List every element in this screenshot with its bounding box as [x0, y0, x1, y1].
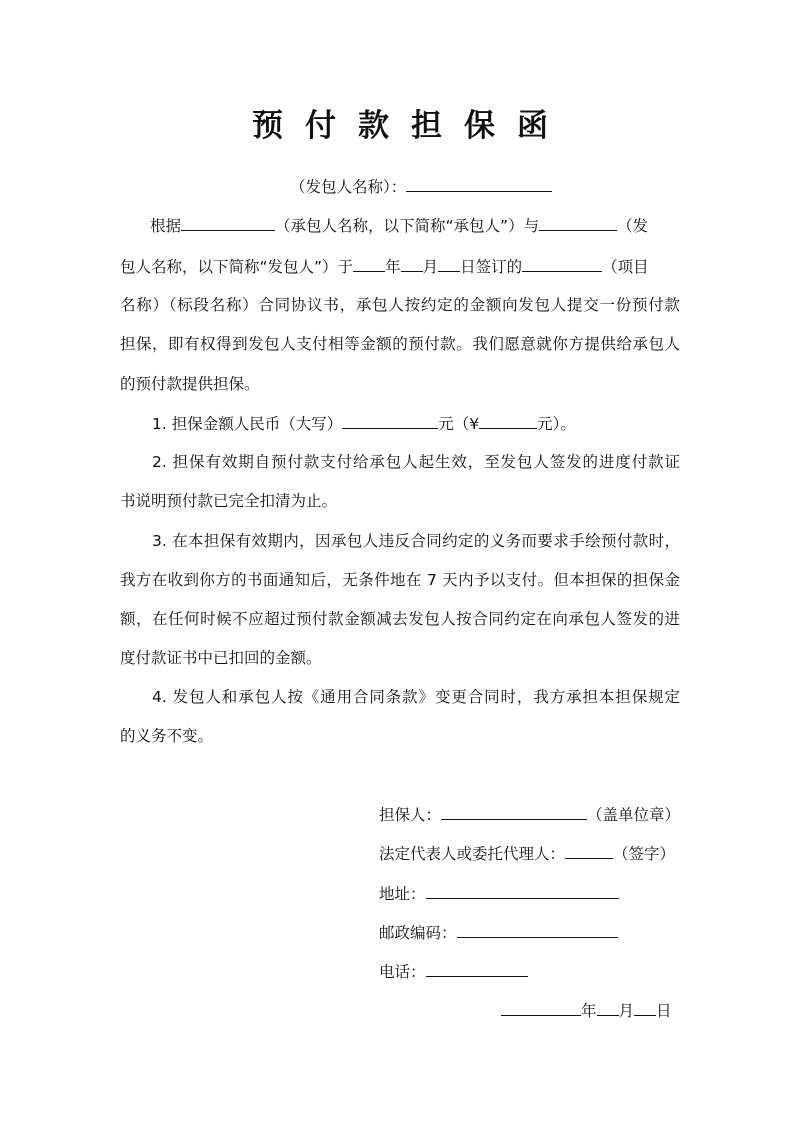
address-blank[interactable]: [426, 882, 619, 899]
project-name-blank[interactable]: [522, 255, 602, 272]
postcode-line: [379, 921, 618, 943]
intro-text: （发: [617, 217, 649, 235]
clause-number: 3.: [152, 532, 167, 550]
clause-4-line-1: [152, 687, 680, 707]
date-line: [501, 999, 672, 1021]
representative-blank[interactable]: [565, 842, 613, 859]
intro-text: 月: [422, 258, 439, 276]
clause-text: 元（¥: [438, 415, 480, 433]
clause-1: [152, 412, 680, 434]
sign-month-blank[interactable]: [401, 255, 423, 272]
clause-2-line-1: [152, 452, 680, 472]
clause-3-line-1: [152, 531, 680, 551]
contractor-name-blank[interactable]: [181, 214, 275, 231]
postcode-blank[interactable]: [457, 921, 618, 938]
sign-day-blank[interactable]: [438, 255, 460, 272]
intro-text: 年: [385, 258, 401, 276]
representative-line: [379, 842, 675, 864]
intro-line-3: 名称）（标段名称）合同协议书，承包人按约定的金额向发包人提交一份预付款: [120, 296, 680, 314]
document-title: 预付款担保函: [252, 108, 570, 144]
year-label: 年: [581, 1002, 597, 1020]
clause-3-line-2: 我方在收到你方的书面通知后，无条件地在 7 天内予以支付。但本担保的担保金: [120, 571, 680, 589]
guarantor-line: [379, 803, 680, 825]
clause-text: 元）。: [537, 415, 576, 433]
clause-text: 担保金额人民币（大写）: [171, 415, 343, 433]
intro-line-1: [150, 214, 680, 236]
intro-line-5: 的预付款提供担保。: [120, 375, 260, 393]
address-line: [379, 882, 619, 904]
clause-text: 担保有效期自预付款支付给承包人起生效，至发包人签发的进度付款证: [172, 453, 680, 471]
address-label: 地址：: [379, 885, 426, 903]
phone-label: 电话：: [379, 963, 426, 981]
clause-text: 在本担保有效期内，因承包人违反合同约定的义务而要求手绘预付款时，: [172, 532, 680, 550]
date-year-blank[interactable]: [501, 999, 581, 1016]
guarantor-blank[interactable]: [441, 803, 587, 820]
intro-text: 包人名称，以下简称“发包人”）于: [120, 258, 354, 276]
intro-text: 日签订的: [460, 258, 523, 276]
employer-label: （发包人名称）：: [290, 178, 407, 196]
clause-2-line-2: 书说明预付款已完全扣清为止。: [120, 492, 338, 510]
employer-name-line: [290, 175, 552, 197]
intro-line-4: 担保，即有权得到发包人支付相等金额的预付款。我们愿意就你方提供给承包人: [120, 335, 680, 353]
day-label: 日: [656, 1002, 672, 1020]
seal-note: （盖单位章）: [587, 806, 681, 824]
date-month-blank[interactable]: [597, 999, 619, 1016]
clause-4-line-2: 的义务不变。: [120, 727, 214, 745]
clause-number: 1.: [152, 415, 167, 433]
phone-blank[interactable]: [426, 960, 528, 977]
intro-text: 根据: [150, 217, 182, 235]
amount-words-blank[interactable]: [342, 412, 438, 429]
guarantor-label: 担保人：: [379, 806, 442, 824]
phone-line: [379, 960, 528, 982]
clause-number: 2.: [152, 453, 167, 471]
intro-text: （项目: [602, 258, 649, 276]
employer-name-blank[interactable]: [406, 175, 552, 192]
representative-label: 法定代表人或委托代理人：: [379, 845, 566, 863]
clause-3-line-4: 度付款证书中已扣回的金额。: [120, 649, 322, 667]
clause-3-line-3: 额，在任何时候不应超过预付款金额减去发包人按合同约定在向承包人签发的进: [120, 610, 680, 628]
signature-note: （签字）: [613, 845, 676, 863]
clause-text: 发包人和承包人按《通用合同条款》变更合同时，我方承担本担保规定: [172, 688, 680, 706]
employer-name-blank-2[interactable]: [539, 214, 617, 231]
date-day-blank[interactable]: [634, 999, 656, 1016]
month-label: 月: [618, 1002, 635, 1020]
postcode-label: 邮政编码：: [379, 924, 457, 942]
sign-year-blank[interactable]: [353, 255, 385, 272]
clause-number: 4.: [152, 688, 167, 706]
intro-line-2: [120, 255, 680, 277]
intro-text: （承包人名称，以下简称“承包人”）与: [275, 217, 540, 235]
amount-figures-blank[interactable]: [479, 412, 537, 429]
